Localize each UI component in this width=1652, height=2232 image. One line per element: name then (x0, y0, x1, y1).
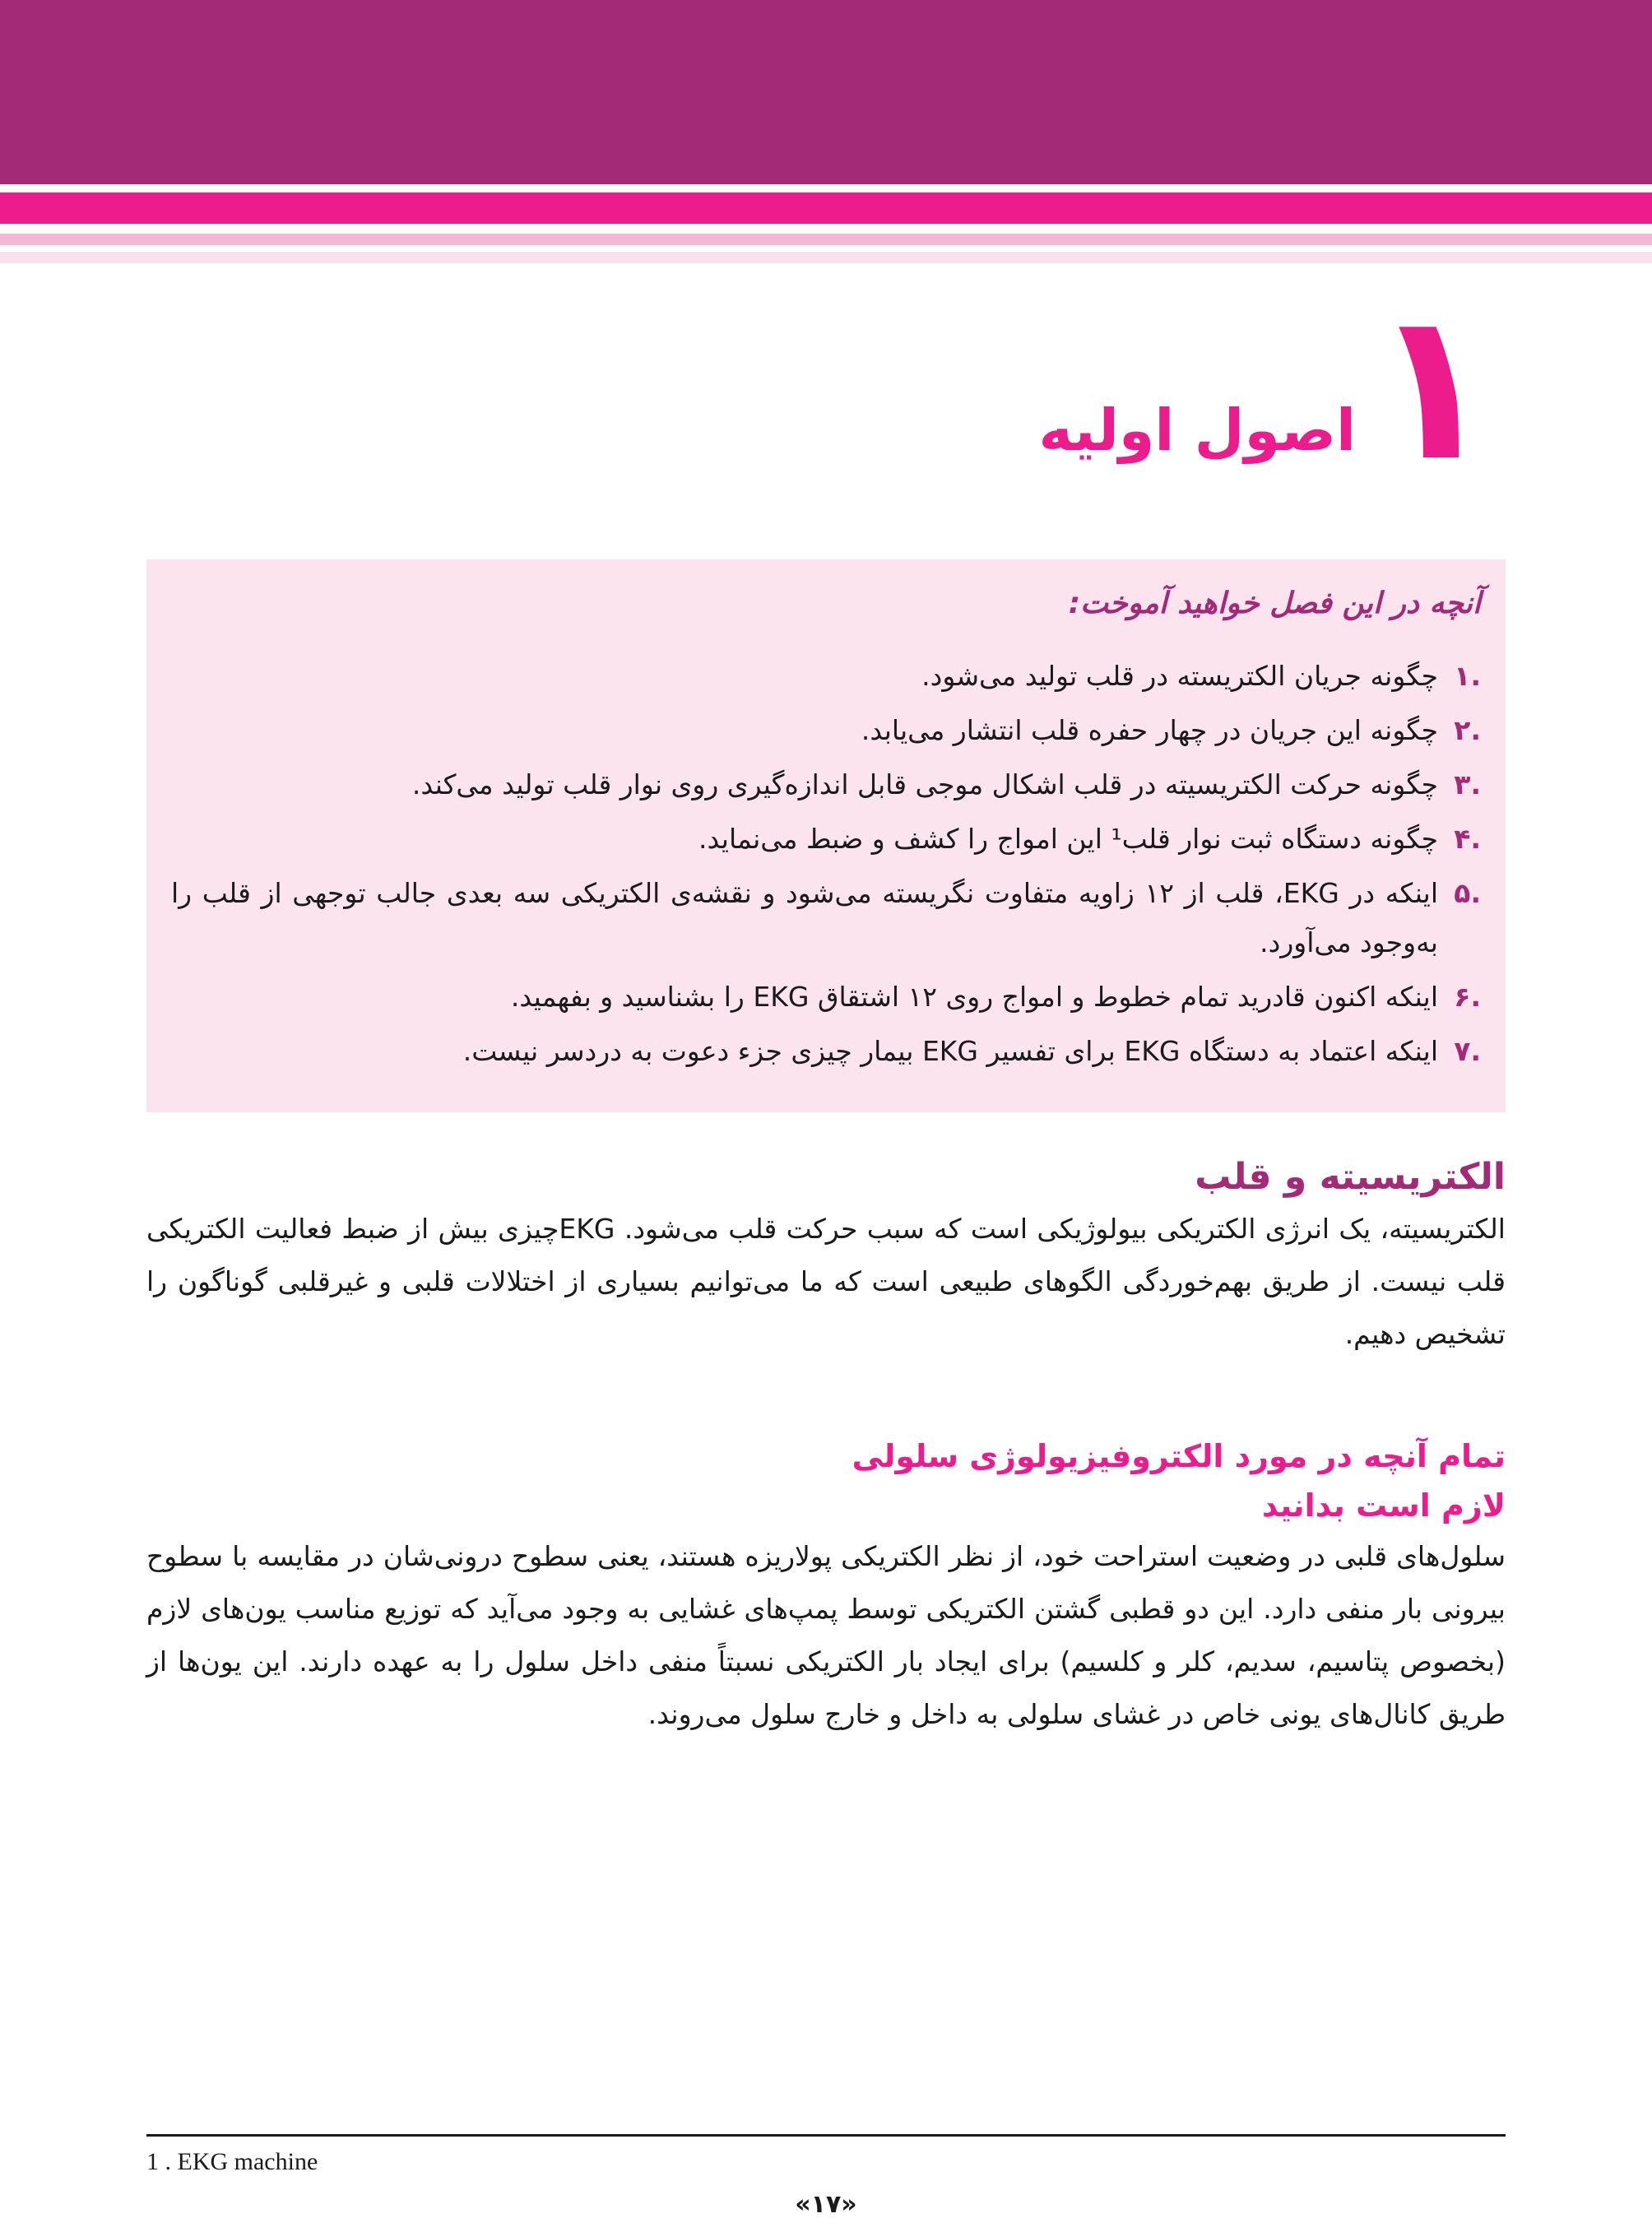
objective-number: .۷ (1454, 1035, 1481, 1067)
objective-text: چگونه حرکت الکتریسیته در قلب اشکال موجی قابل اندازه‌گیری روی نوار قلب تولید می‌کند. (411, 768, 1438, 800)
objective-item (171, 972, 1481, 1022)
objective-item (171, 652, 1481, 701)
header-divider (0, 224, 1652, 234)
objective-text: اینکه اکنون قادرید تمام خطوط و امواج روی ۱۲ اشتقاق EKG را بشناسید و بفهمید. (510, 981, 1438, 1013)
objective-item (171, 814, 1481, 864)
objective-number: .۵ (1454, 877, 1481, 909)
section-heading-line1: تمام آنچه در مورد الکتروفیزیولوژی سلولی (852, 1438, 1506, 1474)
objective-item (171, 760, 1481, 810)
header-lighter-stripe (0, 252, 1652, 263)
objective-number: .۱ (1454, 660, 1481, 692)
section-paragraph: سلول‌های قلبی در وضعیت استراحت خود، از نظر الکتریکی پولاریزه هستند، یعنی سطوح درونی‌شان در مقایسه با سطوح بیرونی بار منفی دارد. این دو قطبی گشتن الکتریکی توسط پمپ‌های غشایی به وجود می‌آید که توزیع مناسب یون‌های لازم (بخصوص پتاسیم، سدیم، کلر و کلسیم) برای ایجاد بار الکتریکی نسبتاً منفی داخل سلول را به عهده دارند. این یون‌ها از طریق کانال‌های یونی خاص در غشای سلولی به داخل و خارج سلول می‌روند. (146, 1540, 1506, 1730)
footnote-divider (146, 2134, 1506, 2137)
chapter-title: اصول اولیه (1038, 397, 1356, 464)
objective-number: .۳ (1454, 768, 1481, 800)
page-number: «۱۷» (795, 2190, 857, 2219)
section-cellular-electrophysiology (146, 1432, 1506, 1741)
objective-number: .۲ (1454, 714, 1481, 746)
objective-text: چگونه دستگاه ثبت نوار قلب¹ این امواج را کشف و ضبط می‌نماید. (698, 823, 1438, 855)
objective-item (171, 1027, 1481, 1076)
header-band (0, 0, 1652, 184)
objective-item (171, 869, 1481, 968)
learning-objectives-box (146, 559, 1506, 1112)
objective-number: .۴ (1454, 823, 1481, 855)
objectives-list (171, 652, 1481, 1076)
section-paragraph: الکتریسیته، یک انرژی الکتریکی بیولوژیکی است که سبب حرکت قلب می‌شود. EKGچیزی بیش از ضبط فعالیت الکتریکی قلب نیست. از طریق بهم‌خوردگی الگوهای طبیعی است که ما می‌توانیم بسیاری از اختلالات قلبی و غیرقلبی گوناگون را تشخیص دهیم. (146, 1213, 1506, 1350)
header-pink-stripe (0, 193, 1652, 224)
objective-text: اینکه در EKG، قلب از ۱۲ زاویه متفاوت نگریسته می‌شود و نقشه‌ی الکتریکی سه بعدی جالب توجهی از قلب را به‌وجود می‌آورد. (171, 877, 1439, 958)
header-light-stripe (0, 234, 1652, 245)
objective-item (171, 706, 1481, 755)
section-heading-line2: لازم است بدانید (1261, 1487, 1506, 1524)
objectives-heading: آنچه در این فصل خواهید آموخت: (1068, 587, 1481, 620)
header-divider (0, 245, 1652, 252)
objective-text: چگونه این جریان در چهار حفره قلب انتشار می‌یابد. (861, 714, 1438, 746)
section-heading: الکتریسیته و قلب (1195, 1156, 1506, 1198)
chapter-number: ۱ (1370, 267, 1496, 506)
objective-number: .۶ (1454, 981, 1481, 1013)
footnote: 1 . EKG machine (146, 2148, 318, 2175)
objective-text: اینکه اعتماد به دستگاه EKG برای تفسیر EKG بیمار چیزی جزء دعوت به دردسر نیست. (462, 1035, 1438, 1067)
section-electricity-and-heart (146, 1152, 1506, 1361)
header-divider (0, 184, 1652, 193)
objective-text: چگونه جریان الکتریسته در قلب تولید می‌شود. (921, 660, 1438, 692)
